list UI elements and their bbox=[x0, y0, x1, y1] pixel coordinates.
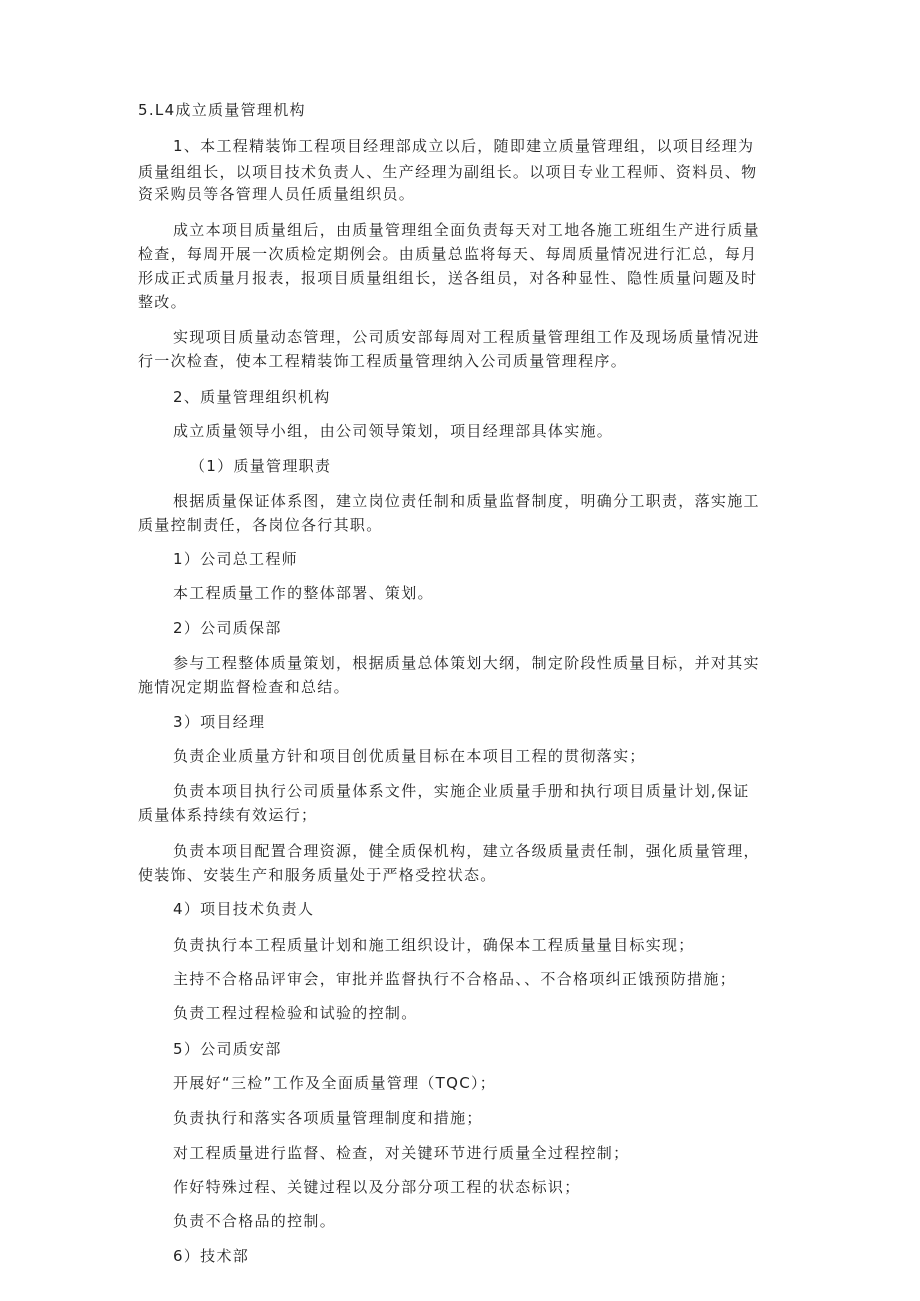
paragraph-line: 主持不合格品评审会，审批并监督执行不合格品、、不合格项纠正饿预防措施； bbox=[173, 970, 737, 988]
section-heading: 5.L4成立质量管理机构 bbox=[138, 101, 306, 119]
paragraph-line: 质量控制责任，各岗位各行其职。 bbox=[138, 516, 383, 534]
paragraph-line: 实现项目质量动态管理，公司质安部每周对工程质量管理组工作及现场质量情况进 bbox=[173, 328, 760, 346]
paragraph-line: 资采购员等各管理人员任质量组织员。 bbox=[138, 185, 416, 203]
subheading: （1）质量管理职责 bbox=[190, 457, 332, 475]
paragraph-line: 行一次检查，使本工程精装饰工程质量管理纳入公司质量管理程序。 bbox=[138, 352, 628, 370]
paragraph-line: 成立质量领导小组，由公司领导策划，项目经理部具体实施。 bbox=[173, 422, 614, 440]
paragraph-line: 开展好“三检”工作及全面质量管理（TQC）； bbox=[173, 1074, 497, 1092]
paragraph-line: 使装饰、安装生产和服务质量处于严格受控状态。 bbox=[138, 866, 497, 884]
paragraph-line: 负责执行和落实各项质量管理制度和措施； bbox=[173, 1109, 483, 1127]
paragraph-line: 负责本项目执行公司质量体系文件，实施企业质量手册和执行项目质量计划,保证 bbox=[173, 782, 750, 800]
paragraph-line: 本工程质量工作的整体部署、策划。 bbox=[173, 584, 434, 602]
subheading: 4）项目技术负责人 bbox=[173, 900, 315, 918]
subheading: 2、质量管理组织机构 bbox=[173, 388, 331, 406]
paragraph-line: 质量体系持续有效运行； bbox=[138, 806, 318, 824]
paragraph-line: 整改。 bbox=[138, 293, 187, 311]
paragraph-line: 负责企业质量方针和项目创优质量目标在本项目工程的贯彻落实； bbox=[173, 747, 646, 765]
subheading: 5）公司质安部 bbox=[173, 1040, 282, 1058]
paragraph-line: 负责执行本工程质量计划和施工组织设计，确保本工程质量量目标实现； bbox=[173, 936, 695, 954]
paragraph-line: 负责不合格品的控制。 bbox=[173, 1212, 337, 1230]
paragraph-line: 参与工程整体质量策划，根据质量总体策划大纲，制定阶段性质量目标，并对其实 bbox=[173, 654, 760, 672]
paragraph-line: 施情况定期监督检查和总结。 bbox=[138, 678, 350, 696]
paragraph-line: 作好特殊过程、关键过程以及分部分项工程的状态标识； bbox=[173, 1178, 581, 1196]
paragraph-line: 形成正式质量月报表，报项目质量组组长，送各组员，对各种显性、隐性质量问题及时 bbox=[138, 269, 758, 287]
paragraph-line: 根据质量保证体系图，建立岗位责任制和质量监督制度，明确分工职责，落实施工 bbox=[173, 492, 760, 510]
paragraph-line: 负责工程过程检验和试验的控制。 bbox=[173, 1004, 418, 1022]
subheading: 3）项目经理 bbox=[173, 713, 266, 731]
paragraph-line: 质量组组长，以项目技术负责人、生产经理为副组长。以项目专业工程师、资料员、物 bbox=[138, 163, 758, 181]
paragraph-line: 1、本工程精装饰工程项目经理部成立以后，随即建立质量管理组，以项目经理为 bbox=[173, 137, 755, 155]
paragraph-line: 成立本项目质量组后，由质量管理组全面负责每天对工地各施工班组生产进行质量 bbox=[173, 221, 760, 239]
subheading: 1）公司总工程师 bbox=[173, 550, 298, 568]
paragraph-line: 检查，每周开展一次质检定期例会。由质量总监将每天、每周质量情况进行汇总，每月 bbox=[138, 245, 758, 263]
subheading: 6）技术部 bbox=[173, 1247, 250, 1265]
paragraph-line: 对工程质量进行监督、检查，对关键环节进行质量全过程控制； bbox=[173, 1144, 630, 1162]
subheading: 2）公司质保部 bbox=[173, 619, 282, 637]
paragraph-line: 负责本项目配置合理资源，健全质保机构，建立各级质量责任制，强化质量管理， bbox=[173, 842, 760, 860]
